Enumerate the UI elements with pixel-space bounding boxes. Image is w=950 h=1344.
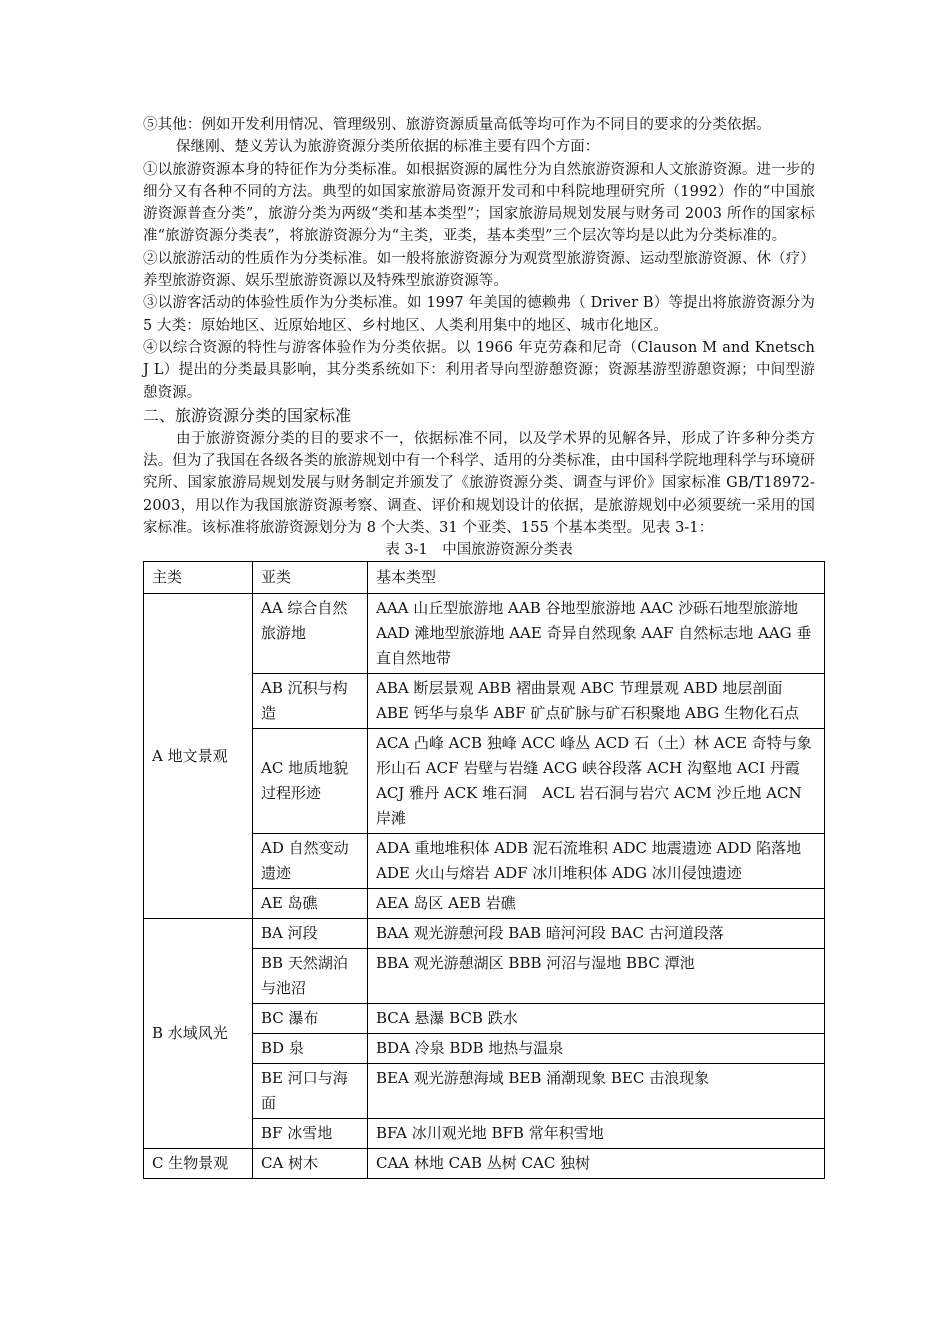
- document-page: [143, 114, 815, 1179]
- major-class-cell: A 地文景观: [144, 594, 253, 919]
- sub-class-cell: AC 地质地貌过程形迹: [253, 729, 368, 834]
- basic-type-cell: AEA 岛区 AEB 岩礁: [368, 889, 825, 919]
- basic-type-cell: ADA 重地堆积体 ADB 泥石流堆积 ADC 地震遗迹 ADD 陷落地 ADE 火山与熔岩 ADF 冰川堆积体 ADG 冰川侵蚀遗迹: [368, 834, 825, 889]
- section-paragraph: 由于旅游资源分类的目的要求不一，依据标准不同，以及学术界的见解各异，形成了许多种分类方法。但为了我国在各级各类的旅游规划中有一个科学、适用的分类标准，由中国科学院地理科学与环境研究所、国家旅游局规划发展与财务制定并颁发了《旅游资源分类、调查与评价》国家标准 GB/T18972-2003，用以作为我国旅游资源考察、调查、评价和规划设计的依据，是旅游规划中必须要统一采用的国家标准。该标准将旅游资源划分为 8 个大类、31 个亚类、155 个基本类型。见表 3-1：: [143, 430, 815, 537]
- sub-class-cell: BA 河段: [253, 919, 368, 949]
- paragraph-criterion-2: ②以旅游活动的性质作为分类标准。如一般将旅游资源分为观赏型旅游资源、运动型旅游资源、休（疗）养型旅游资源、娱乐型旅游资源以及特殊型旅游资源等。: [143, 250, 815, 290]
- paragraph-criterion-1: ①以旅游资源本身的特征作为分类标准。如根据资源的属性分为自然旅游资源和人文旅游资源。进一步的细分又有各种不同的方法。典型的如国家旅游局资源开发司和中科院地理研究所（1992）作的“中国旅游资源普查分类”，旅游分类为两级“类和基本类型”；国家旅游局规划发展与财务司 2003 所作的国家标准“旅游资源分类表”，将旅游资源分为“主类，亚类，基本类型”三个层次等均是以此为分类标准的。: [143, 161, 815, 245]
- basic-type-cell: BCA 悬瀑 BCB 跌水: [368, 1004, 825, 1034]
- header-major-class: 主类: [144, 562, 253, 594]
- table-row: [144, 1149, 825, 1179]
- section-heading: 二、旅游资源分类的国家标准: [143, 405, 352, 425]
- basic-type-cell: CAA 林地 CAB 丛树 CAC 独树: [368, 1149, 825, 1179]
- major-class-cell: C 生物景观: [144, 1149, 253, 1179]
- table-caption: 表 3-1 中国旅游资源分类表: [385, 542, 573, 559]
- paragraph-criterion-4: ④以综合资源的特性与游客体验作为分类依据。以 1966 年克劳森和尼奇（Clauson M and Knetsch J L）提出的分类最具影响，其分类系统如下：利用者导向型游憩资源；资源基游型游憩资源；中间型游憩资源。: [143, 339, 815, 401]
- sub-class-cell: BD 泉: [253, 1034, 368, 1064]
- paragraph-four-aspects: 保继刚、楚义芳认为旅游资源分类所依据的标准主要有四个方面：: [176, 139, 600, 156]
- table-row: [144, 594, 825, 674]
- header-basic-type: 基本类型: [368, 562, 825, 594]
- sub-class-cell: BF 冰雪地: [253, 1119, 368, 1149]
- basic-type-cell: BDA 冷泉 BDB 地热与温泉: [368, 1034, 825, 1064]
- basic-type-cell: BFA 冰川观光地 BFB 常年积雪地: [368, 1119, 825, 1149]
- basic-type-cell: BEA 观光游憩海域 BEB 涌潮现象 BEC 击浪现象: [368, 1064, 825, 1119]
- header-sub-class: 亚类: [253, 562, 368, 594]
- table-row: [144, 919, 825, 949]
- paragraph-other-criteria: ⑤其他：例如开发利用情况、管理级别、旅游资源质量高低等均可作为不同目的要求的分类依据。: [143, 117, 771, 133]
- basic-type-cell: BAA 观光游憩河段 BAB 暗河河段 BAC 古河道段落: [368, 919, 825, 949]
- sub-class-cell: AE 岛礁: [253, 889, 368, 919]
- sub-class-cell: BB 天然湖泊与池沼: [253, 949, 368, 1004]
- classification-table: [143, 561, 825, 1179]
- basic-type-cell: AAA 山丘型旅游地 AAB 谷地型旅游地 AAC 沙砾石地型旅游地 AAD 滩地型旅游地 AAE 奇异自然现象 AAF 自然标志地 AAG 垂直自然地带: [368, 594, 825, 674]
- major-class-cell: B 水域风光: [144, 919, 253, 1149]
- table-header-row: [144, 562, 825, 594]
- basic-type-cell: ABA 断层景观 ABB 褶曲景观 ABC 节理景观 ABD 地层剖面 ABE 钙华与泉华 ABF 矿点矿脉与矿石积聚地 ABG 生物化石点: [368, 674, 825, 729]
- sub-class-cell: CA 树木: [253, 1149, 368, 1179]
- sub-class-cell: BC 瀑布: [253, 1004, 368, 1034]
- sub-class-cell: AB 沉积与构造: [253, 674, 368, 729]
- paragraph-criterion-3: ③以游客活动的体验性质作为分类标准。如 1997 年美国的德赖弗（ Driver B）等提出将旅游资源分为 5 大类：原始地区、近原始地区、乡村地区、人类利用集中的地区、城市化地区。: [143, 295, 815, 334]
- sub-class-cell: AA 综合自然旅游地: [253, 594, 368, 674]
- basic-type-cell: BBA 观光游憩湖区 BBB 河沼与湿地 BBC 潭池: [368, 949, 825, 1004]
- sub-class-cell: BE 河口与海面: [253, 1064, 368, 1119]
- basic-type-cell: ACA 凸峰 ACB 独峰 ACC 峰丛 ACD 石（土）林 ACE 奇特与象形山石 ACF 岩壁与岩缝 ACG 峡谷段落 ACH 沟壑地 ACI 丹霞 ACJ 雅丹 ACK 堆石洞 ACL 岩石洞与岩穴 ACM 沙丘地 ACN 岸滩: [368, 729, 825, 834]
- sub-class-cell: AD 自然变动遗迹: [253, 834, 368, 889]
